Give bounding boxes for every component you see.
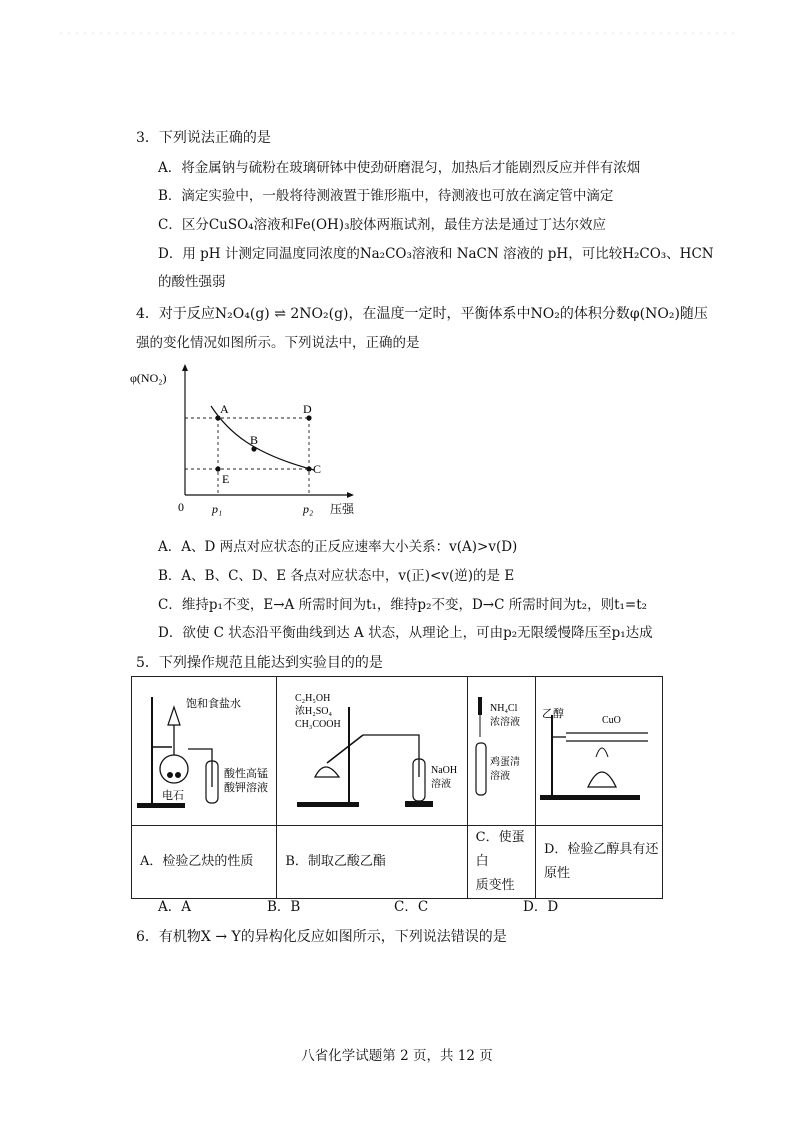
chart-ylabel: φ(NO₂) [130,371,167,385]
figure-b-apparatus [277,677,465,821]
q3-stem: 3．下列说法正确的是 [136,130,271,146]
caption-c-line2: 质变性 [475,878,515,893]
label-d: D [303,402,312,416]
caption-c-line1: C．使蛋白 [475,830,525,869]
chart-xlabel: 压强 [330,502,355,516]
fig-c-label-solution: 溶液 [489,771,510,782]
q6-stem: 6．有机物X → Y的异构化反应如图所示，下列说法错误的是 [136,929,507,945]
q3-option-a: A．将金属钠与硫粉在玻璃研钵中使劲研磨混匀，加热后才能剧烈反应并伴有浓烟 [158,160,641,176]
q5-option-d: D．D [523,899,559,915]
q4-chart [128,362,388,520]
tick-p1: p₁ [212,502,223,516]
figure-c-apparatus [468,677,534,821]
caption-d-line1: D．检验乙醇具有还 [544,842,659,857]
fig-c-label-nh4cl: NH₄Cl [489,703,518,714]
q4-option-d: D．欲使 C 状态沿平衡曲线到达 A 状态，从理论上，可由p₂无限缓慢降压至p₁达成 [158,625,653,641]
figure-b-cell [277,677,467,826]
q4-stem-cont: 强的变化情况如图所示。下列说法中，正确的是 [136,335,420,351]
caption-c [467,826,535,899]
fig-a-label-carbide: 电石 [162,790,184,802]
fig-b-label-acetic: CH₃COOH [295,719,342,730]
label-b: B [250,433,259,447]
fig-b-label-h2so4: 浓H₂SO₄ [295,706,333,717]
fig-b-label-ethanol: C₂H₅OH [295,693,331,704]
caption-d-line2: 原性 [544,866,571,881]
q4-stem: 4．对于反应N₂O₄(g) ⇌ 2NO₂(g)，在温度一定时，平衡体系中NO₂的体积分数φ(NO₂)随压 [136,306,708,322]
page-footer: 八省化学试题第 2 页，共 12 页 [301,1048,493,1064]
fig-d-label-cuo: CuO [602,715,621,726]
fig-a-label-kmno4: 酸性高锰 [224,768,268,780]
q5-stem: 5．下列操作规范且能达到实验目的的是 [136,655,383,671]
q4-option-c: C．维持p₁不变，E→A 所需时间为t₁，维持p₂不变，D→C 所需时间为t₂，则t₁=t₂ [158,597,648,613]
experiment-table [131,676,663,899]
q3-option-b: B．滴定实验中，一般将待测液置于锥形瓶中，待测液也可放在滴定管中滴定 [158,188,614,204]
label-c: C [313,462,322,476]
figure-a-cell [132,677,277,826]
q3-option-d: D．用 pH 计测定同温度同浓度的Na₂CO₃溶液和 NaCN 溶液的 pH，可比较H₂CO₃、HCN [158,246,714,262]
caption-d [536,826,663,899]
label-e: E [222,472,230,486]
tick-p2: p₂ [303,502,314,516]
point-b [251,446,256,451]
label-origin: 0 [178,500,184,514]
fig-d-label-ethanol: 乙醇 [542,708,564,720]
q3-option-c: C．区分CuSO₄溶液和Fe(OH)₃胶体两瓶试剂，最佳方法是通过丁达尔效应 [158,217,606,233]
caption-b: B．制取乙酸乙酯 [277,826,467,899]
figure-d-cell [536,677,663,826]
point-a [215,415,220,420]
fig-b-label-solution: 溶液 [431,779,452,790]
fig-a-label-brine: 饱和食盐水 [186,698,241,710]
figure-c-cell [467,677,535,826]
figure-d-apparatus [536,677,662,821]
q5-option-a: A．A [158,899,191,915]
label-a: A [220,402,229,416]
q4-option-b: B．A、B、C、D、E 各点对应状态中，v(正)<v(逆)的是 E [158,568,515,584]
point-e [215,466,220,471]
fig-a-label-kmno4-2: 酸钾溶液 [224,782,268,794]
figure-a-apparatus [132,677,275,821]
fig-c-label-conc: 浓溶液 [489,717,520,728]
fig-b-label-naoh: NaOH [431,765,458,776]
q4-option-a: A．A、D 两点对应状态的正反应速率大小关系：v(A)>v(D) [158,539,518,555]
point-d [306,415,311,420]
q5-option-c: C．C [394,899,429,915]
q5-option-b: B．B [267,899,301,915]
header-rule [20,28,770,38]
q3-option-d-cont: 的酸性强弱 [158,274,226,290]
caption-a: A．检验乙炔的性质 [132,826,277,899]
point-c [306,466,311,471]
fig-c-label-egg: 鸡蛋清 [489,757,520,768]
